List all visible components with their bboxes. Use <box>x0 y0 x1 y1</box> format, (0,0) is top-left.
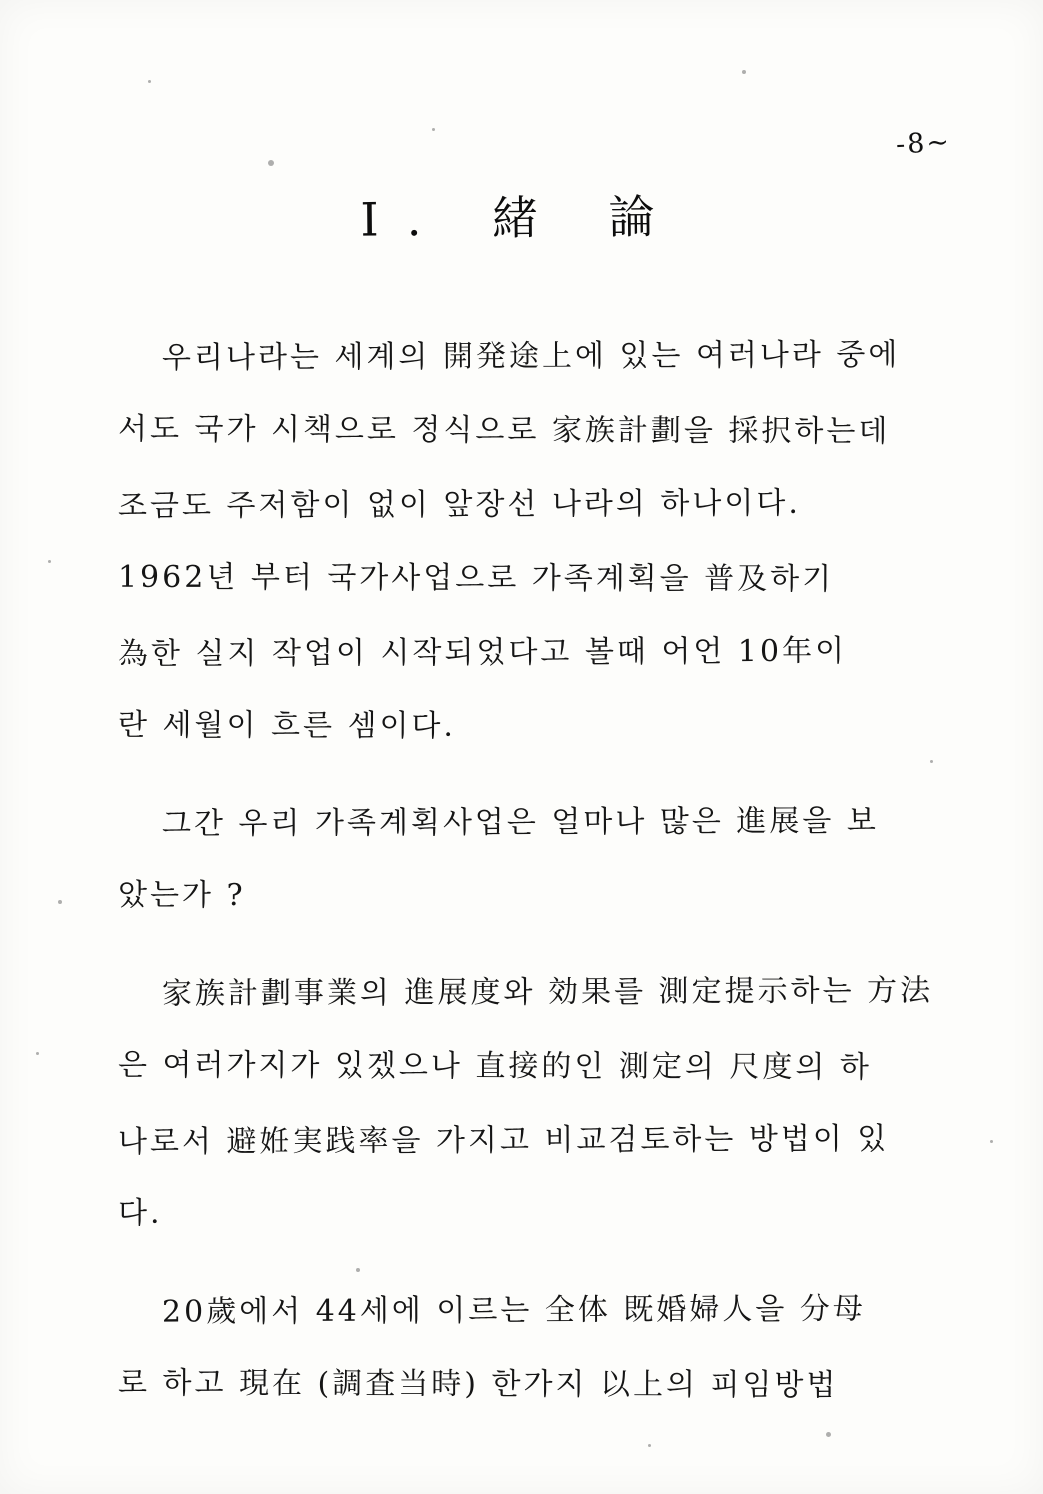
text-line: 조금도 주저함이 없이 앞장선 나라의 하나이다. <box>117 485 801 524</box>
scan-speck <box>990 1140 993 1143</box>
text-line: 란 세월이 흐른 셈이다. <box>117 707 457 744</box>
scan-speck <box>148 80 151 83</box>
paragraph <box>118 786 940 934</box>
scan-speck <box>742 70 746 74</box>
scan-speck <box>36 1052 39 1055</box>
text-line: 로 하고 現在 (調査当時) 한가지 以上의 피임방법 <box>117 1365 839 1403</box>
text-line: 20歲에서 44세에 이르는 全体 既婚婦人을 分母 <box>161 1291 866 1330</box>
page-title: I. 緒 論 <box>360 189 683 247</box>
paragraph <box>118 320 940 764</box>
text-line: 為한 실지 작업이 시작되었다고 볼때 어언 10年이 <box>117 633 848 672</box>
paragraph <box>118 956 940 1252</box>
document-body <box>118 320 940 1444</box>
scan-speck <box>432 128 435 131</box>
text-line: 우리나라는 세계의 開発途上에 있는 여러나라 중에 <box>161 337 901 376</box>
scan-speck <box>268 160 274 166</box>
text-line: 은 여러가지가 있겠으나 直接的인 測定의 尺度의 하 <box>117 1047 872 1086</box>
scan-speck <box>648 1444 651 1447</box>
page-number: -8~ <box>895 126 952 161</box>
text-line: 았는가 ? <box>117 877 246 914</box>
paragraph <box>118 1274 940 1422</box>
scan-speck <box>58 900 62 904</box>
text-line: 1962년 부터 국가사업으로 가족계획을 普及하기 <box>117 559 835 597</box>
text-line: 그간 우리 가족계획사업은 얼마나 많은 進展을 보 <box>161 803 879 842</box>
text-line: 家族計劃事業의 進展度와 効果를 測定提示하는 方法 <box>161 973 934 1012</box>
scan-speck <box>48 560 51 563</box>
text-line: 서도 국가 시책으로 정식으로 家族計劃을 採択하는데 <box>117 411 891 450</box>
text-line: 다. <box>117 1195 163 1231</box>
text-line: 나로서 避姙実践率을 가지고 비교검토하는 방법이 있 <box>117 1121 890 1160</box>
